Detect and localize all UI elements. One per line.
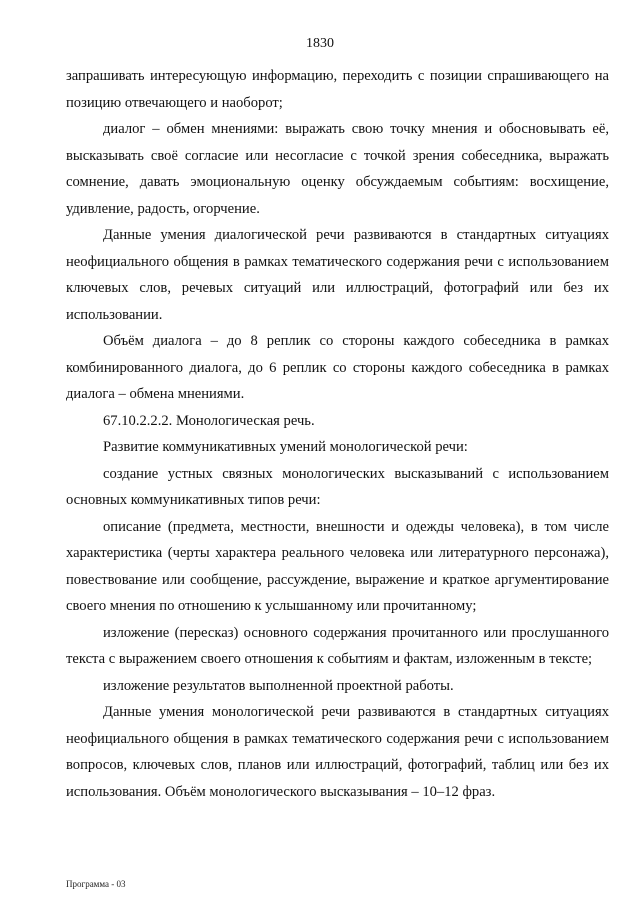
footer-label: Программа - 03: [66, 879, 126, 889]
paragraph: Объём диалога – до 8 реплик со стороны каждого собеседника в рамках комбинированного диалога, до 6 реплик со стороны каждого собеседника в рамках диалога – обмена мнениями.: [66, 333, 609, 402]
paragraph: Данные умения монологической речи развиваются в стандартных ситуациях неофициального общения в рамках тематического содержания речи с использованием вопросов, ключевых слов, планов или иллюстраций, фотографий, таблиц или без их использования. Объём монологического высказывания – 10–12 фраз.: [66, 704, 609, 800]
paragraph: Развитие коммуникативных умений монологической речи:: [103, 439, 468, 455]
paragraph: диалог – обмен мнениями: выражать свою точку мнения и обосновывать её, высказывать своё согласие или несогласие с точкой зрения собеседника, выражать сомнение, давать эмоциональную оценку обсуждаемым событиям: восхищение, удивление, радость, огорчение.: [66, 121, 609, 217]
page-number: 1830: [306, 36, 334, 51]
paragraph: изложение результатов выполненной проектной работы.: [103, 677, 454, 694]
paragraph: запрашивать интересующую информацию, переходить с позиции спрашивающего на позицию отвечающего и наоборот;: [66, 68, 609, 111]
paragraph: Данные умения диалогической речи развиваются в стандартных ситуациях неофициального общения в рамках тематического содержания речи с использованием ключевых слов, речевых ситуаций или иллюстраций, фотографий или без их использовании.: [66, 227, 609, 323]
section-heading: 67.10.2.2.2. Монологическая речь.: [103, 412, 315, 429]
paragraph: изложение (пересказ) основного содержания прочитанного или прослушанного текста с выражением своего отношения к событиям и фактам, изложенным в тексте;: [66, 624, 609, 667]
paragraph: описание (предмета, местности, внешности и одежды человека), в том числе характеристика (черты характера реального человека или литературного персонажа), повествование или сообщение, рассуждение, выражение и краткое аргументирование своего мнения по отношению к услышанному или прочитанному;: [66, 518, 609, 614]
paragraph: создание устных связных монологических высказываний с использованием основных коммуникативных типов речи:: [66, 465, 609, 508]
document-body: [66, 63, 609, 805]
